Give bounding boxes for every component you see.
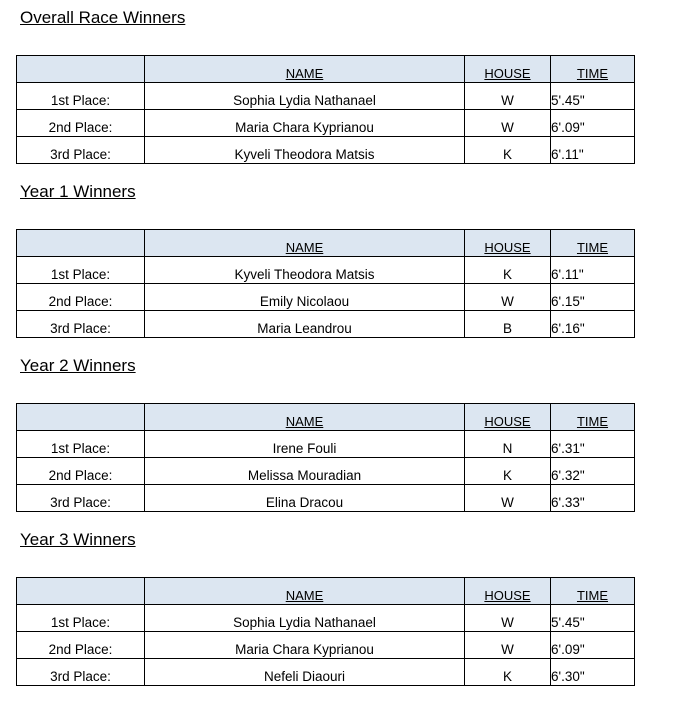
name-cell: Sophia Lydia Nathanael — [145, 605, 465, 632]
place-cell: 1st Place: — [17, 605, 145, 632]
table-header-row — [17, 56, 635, 83]
name-cell: Emily Nicolaou — [145, 284, 465, 311]
name-cell: Kyveli Theodora Matsis — [145, 257, 465, 284]
name-cell: Melissa Mouradian — [145, 458, 465, 485]
house-cell: B — [465, 311, 551, 338]
table-row — [17, 632, 635, 659]
name-cell: Maria Chara Kyprianou — [145, 632, 465, 659]
header-place — [17, 578, 145, 605]
section-title: Year 1 Winners — [20, 182, 136, 201]
table-row — [17, 485, 635, 512]
name-cell: Elina Dracou — [145, 485, 465, 512]
header-place — [17, 230, 145, 257]
time-cell: 5'.45" — [551, 83, 635, 110]
time-cell: 6'.30" — [551, 659, 635, 686]
house-cell: W — [465, 632, 551, 659]
section-title: Year 2 Winners — [20, 356, 136, 375]
header-time: TIME — [551, 578, 635, 605]
table-row — [17, 257, 635, 284]
time-cell: 5'.45" — [551, 605, 635, 632]
table-row — [17, 458, 635, 485]
table-row — [17, 605, 635, 632]
place-cell: 3rd Place: — [17, 311, 145, 338]
time-cell: 6'.09" — [551, 632, 635, 659]
header-name: NAME — [145, 578, 465, 605]
name-cell: Sophia Lydia Nathanael — [145, 83, 465, 110]
place-cell: 3rd Place: — [17, 485, 145, 512]
place-cell: 2nd Place: — [17, 632, 145, 659]
time-cell: 6'.32" — [551, 458, 635, 485]
results-table — [16, 577, 635, 686]
time-cell: 6'.11" — [551, 137, 635, 164]
header-time: TIME — [551, 230, 635, 257]
header-house: HOUSE — [465, 578, 551, 605]
place-cell: 1st Place: — [17, 83, 145, 110]
house-cell: K — [465, 458, 551, 485]
house-cell: W — [465, 110, 551, 137]
name-cell: Kyveli Theodora Matsis — [145, 137, 465, 164]
section-title: Year 3 Winners — [20, 530, 136, 549]
table-row — [17, 311, 635, 338]
time-cell: 6'.15" — [551, 284, 635, 311]
header-place — [17, 404, 145, 431]
header-time: TIME — [551, 404, 635, 431]
house-cell: K — [465, 137, 551, 164]
name-cell: Irene Fouli — [145, 431, 465, 458]
header-name: NAME — [145, 404, 465, 431]
table-header-row — [17, 404, 635, 431]
time-cell: 6'.31" — [551, 431, 635, 458]
name-cell: Maria Leandrou — [145, 311, 465, 338]
place-cell: 3rd Place: — [17, 659, 145, 686]
house-cell: N — [465, 431, 551, 458]
results-table — [16, 229, 635, 338]
place-cell: 1st Place: — [17, 257, 145, 284]
header-place — [17, 56, 145, 83]
table-row — [17, 659, 635, 686]
house-cell: W — [465, 284, 551, 311]
name-cell: Maria Chara Kyprianou — [145, 110, 465, 137]
table-row — [17, 83, 635, 110]
house-cell: K — [465, 659, 551, 686]
results-table — [16, 55, 635, 164]
house-cell: K — [465, 257, 551, 284]
place-cell: 2nd Place: — [17, 110, 145, 137]
header-time: TIME — [551, 56, 635, 83]
table-header-row — [17, 578, 635, 605]
header-house: HOUSE — [465, 230, 551, 257]
table-row — [17, 110, 635, 137]
header-house: HOUSE — [465, 404, 551, 431]
place-cell: 2nd Place: — [17, 284, 145, 311]
name-cell: Nefeli Diaouri — [145, 659, 465, 686]
time-cell: 6'.33" — [551, 485, 635, 512]
place-cell: 1st Place: — [17, 431, 145, 458]
place-cell: 3rd Place: — [17, 137, 145, 164]
header-name: NAME — [145, 230, 465, 257]
header-name: NAME — [145, 56, 465, 83]
table-header-row — [17, 230, 635, 257]
results-table — [16, 403, 635, 512]
time-cell: 6'.16" — [551, 311, 635, 338]
table-row — [17, 137, 635, 164]
table-row — [17, 431, 635, 458]
time-cell: 6'.09" — [551, 110, 635, 137]
header-house: HOUSE — [465, 56, 551, 83]
house-cell: W — [465, 485, 551, 512]
house-cell: W — [465, 83, 551, 110]
place-cell: 2nd Place: — [17, 458, 145, 485]
house-cell: W — [465, 605, 551, 632]
section-title: Overall Race Winners — [20, 8, 186, 27]
time-cell: 6'.11" — [551, 257, 635, 284]
table-row — [17, 284, 635, 311]
